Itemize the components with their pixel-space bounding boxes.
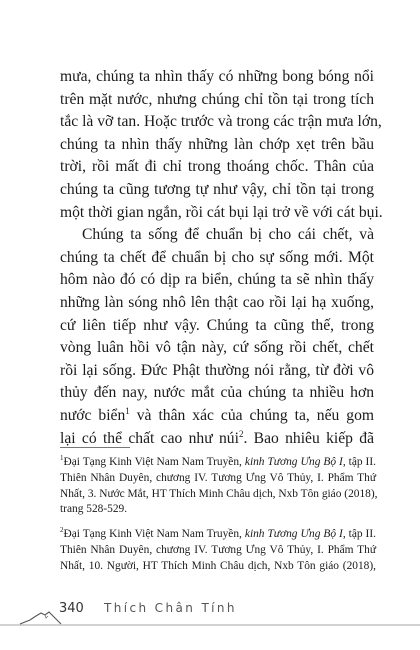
footnote-line: trang 528-529. <box>60 503 128 516</box>
footnote-text: , tập II. <box>342 528 376 541</box>
text-line <box>60 405 374 428</box>
footnotes <box>60 455 376 584</box>
footnote-line: Nhất, 10. Người, HT Thích Minh Châu dịch, Nxb Tôn giáo (2018), <box>60 559 376 572</box>
text-fragment: lại có thể chất cao như núi <box>60 429 239 447</box>
page-number: 340 <box>59 601 84 616</box>
main-text <box>60 66 383 450</box>
footnote-line: Thiên Nhân Duyên, chương IV. Tương Ưng Vô Thủy, I. Phẩm Thứ <box>60 471 376 484</box>
footnote-2 <box>60 527 376 574</box>
text-line: chúng ta cũng tương tự như vậy, chỉ tồn tại trong <box>60 180 374 198</box>
footnote-text: Đại Tạng Kinh Việt Nam Nam Truyền, <box>63 528 245 541</box>
text-line: Chúng ta sống để chuẩn bị cho cái chết, và <box>82 226 374 244</box>
footnote-mark: 1 <box>60 454 64 463</box>
text-line: chúng ta chết để chuẩn bị cho sự sống mới. Một <box>60 248 374 266</box>
text-line: hôm nào đó có dịp ra biển, chúng ta sẽ nhìn thấy <box>60 271 374 289</box>
text-fragment: và thân xác của chúng ta, nếu gom <box>129 406 375 424</box>
text-line: rồi lại sống. Đức Phật thường nói rằng, từ đời vô <box>60 361 374 379</box>
footnote-text: Đại Tạng Kinh Việt Nam Nam Truyền, <box>63 456 245 468</box>
footnote-title: kinh Tương Ưng Bộ I <box>244 456 343 468</box>
footnote-ref[interactable]: 2 <box>238 428 244 439</box>
footnote-mark: 2 <box>60 526 64 535</box>
footnote-line <box>60 455 376 471</box>
paragraph-2 <box>60 224 374 450</box>
footnote-line: Nhất, 3. Nước Mắt, HT Thích Minh Châu dịch, Nxb Tôn giáo (2018), <box>60 487 378 500</box>
footnote-line: Thiên Nhân Duyên, chương IV. Tương Ưng Vô Thủy, I. Phẩm Thứ <box>60 543 376 556</box>
text-fragment: . Bao nhiêu kiếp đã <box>243 429 374 447</box>
footnote-title: kinh Tương Ưng Bộ I <box>244 528 343 541</box>
page-footer <box>0 590 420 630</box>
text-line: vòng luân hồi vô tận này, cứ sống rồi chết, chết <box>60 339 374 357</box>
text-line: mưa, chúng ta nhìn thấy có những bong bóng nổi <box>60 68 374 85</box>
footnote-1 <box>60 455 376 518</box>
text-line: một thời gian ngắn, rồi cát bụi lại trở về với cát bụi. <box>60 203 383 221</box>
text-fragment: nước biển <box>60 406 126 424</box>
footnote-line <box>60 527 376 543</box>
footnote-text: , tập II. <box>342 456 376 468</box>
text-line: tắc là vỡ tan. Hoặc trước và trong các trận mưa lớn, <box>60 113 382 131</box>
footnote-ref[interactable]: 1 <box>125 405 130 416</box>
text-line: cứ liên tiếp như vậy. Chúng ta cũng thế, trong <box>60 316 374 334</box>
paragraph-1 <box>60 66 383 224</box>
footnote-divider <box>60 447 130 448</box>
text-line: thủy đến nay, nước mắt của chúng ta nhiều hơn <box>60 384 374 402</box>
text-line: chúng ta nhìn thấy những làn chớp xẹt trên bầu <box>60 135 374 153</box>
text-line: trời, rồi mất đi chỉ trong thoáng chốc. Thân của <box>60 158 374 176</box>
text-line: trên mặt nước, nhưng chúng chỉ tồn tại trong tích <box>60 90 374 108</box>
book-author: Thích Chân Tính <box>104 601 237 615</box>
text-line: những làn sóng nhô lên thật cao rồi lại hạ xuống, <box>60 293 374 311</box>
